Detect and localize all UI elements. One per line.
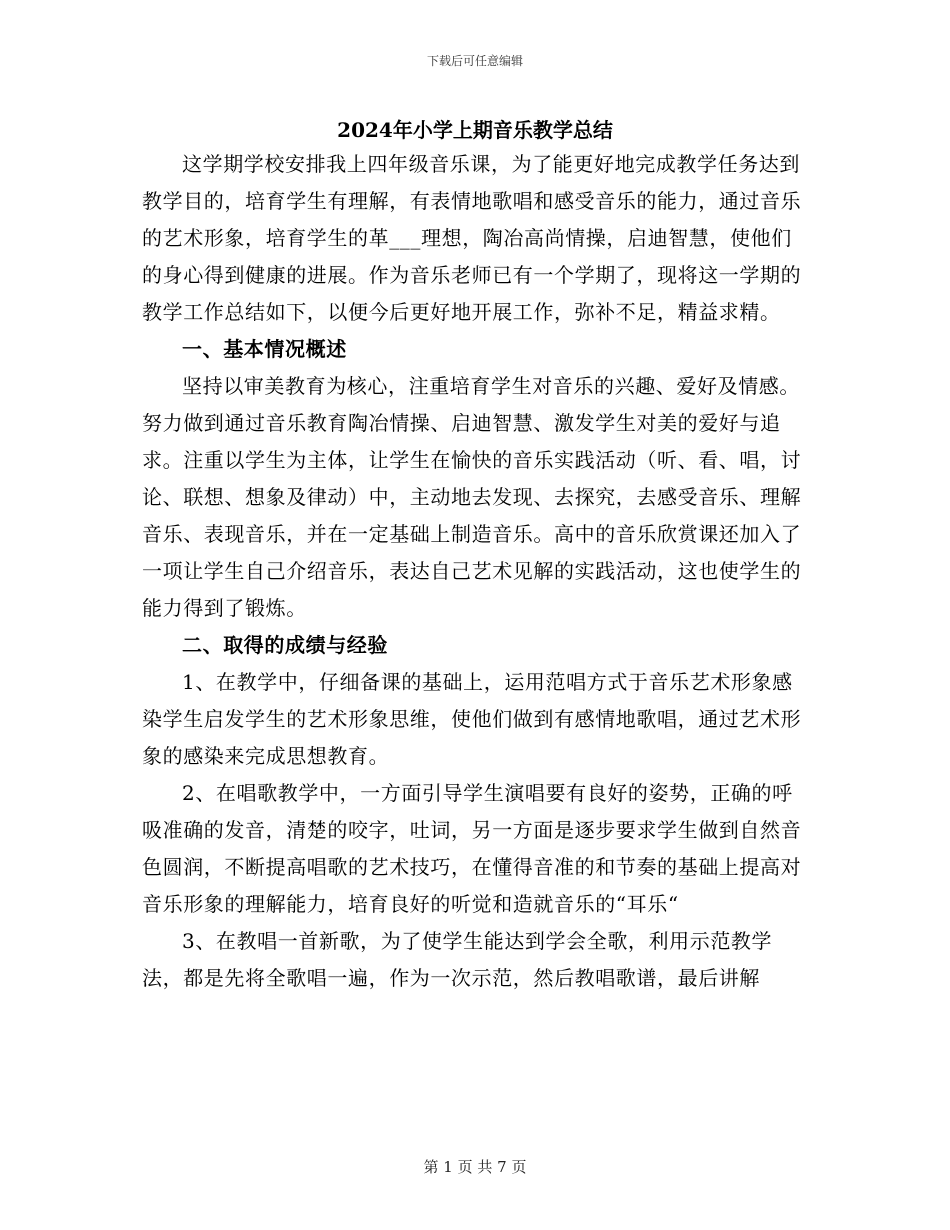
intro-paragraph: 这学期学校安排我上四年级音乐课，为了能更好地完成教学任务达到教学目的，培育学生有理解，有表情地歌唱和感受音乐的能力，通过音乐的艺术形象，培育学生的革___理想，陶冶高尚情操，启迪智慧，使他们的身心得到健康的进展。作为音乐老师已有一个学期了，现将这一学期的教学工作总结如下，以便今后更好地开展工作，弥补不足，精益求精。 [142, 152, 802, 324]
overview-paragraph: 坚持以审美教育为核心，注重培育学生对音乐的兴趣、爱好及情感。努力做到通过音乐教育陶冶情操、启迪智慧、激发学生对美的爱好与追求。注重以学生为主体，让学生在愉快的音乐实践活动（听、看、唱，讨论、联想、想象及律动）中，主动地去发现、去探究，去感受音乐、理解音乐、表现音乐，并在一定基础上制造音乐。高中的音乐欣赏课还加入了一项让学生自己介绍音乐，表达自己艺术见解的实践活动，这也使学生的能力得到了锻炼。 [142, 374, 802, 620]
achievement-paragraph-3: 3、在教唱一首新歌，为了使学生能达到学会全歌，利用示范教学法，都是先将全歌唱一遍，作为一次示范，然后教唱歌谱，最后讲解 [142, 929, 773, 990]
header-note: 下载后可任意编辑 [426, 54, 523, 68]
achievement-paragraph-2: 2、在唱歌教学中，一方面引导学生演唱要有良好的姿势，正确的呼吸准确的发音，清楚的咬字，吐词，另一方面是逐步要求学生做到自然音色圆润，不断提高唱歌的艺术技巧，在懂得音准的和节奏的基础上提高对音乐形象的理解能力，培育良好的听觉和造就音乐的“耳乐“ [142, 781, 802, 916]
page-number: 第 1 页 共 7 页 [423, 1158, 527, 1176]
document-body [142, 146, 812, 997]
section-heading-overview: 一、基本情况概述 [182, 337, 347, 361]
section-heading-achievements: 二、取得的成绩与经验 [182, 633, 388, 657]
document-title: 2024年小学上期音乐教学总结 [337, 118, 613, 142]
achievement-paragraph-1: 1、在教学中，仔细备课的基础上，运用范唱方式于音乐艺术形象感染学生启发学生的艺术形象思维，使他们做到有感情地歌唱，通过艺术形象的感染来完成思想教育。 [142, 670, 802, 768]
